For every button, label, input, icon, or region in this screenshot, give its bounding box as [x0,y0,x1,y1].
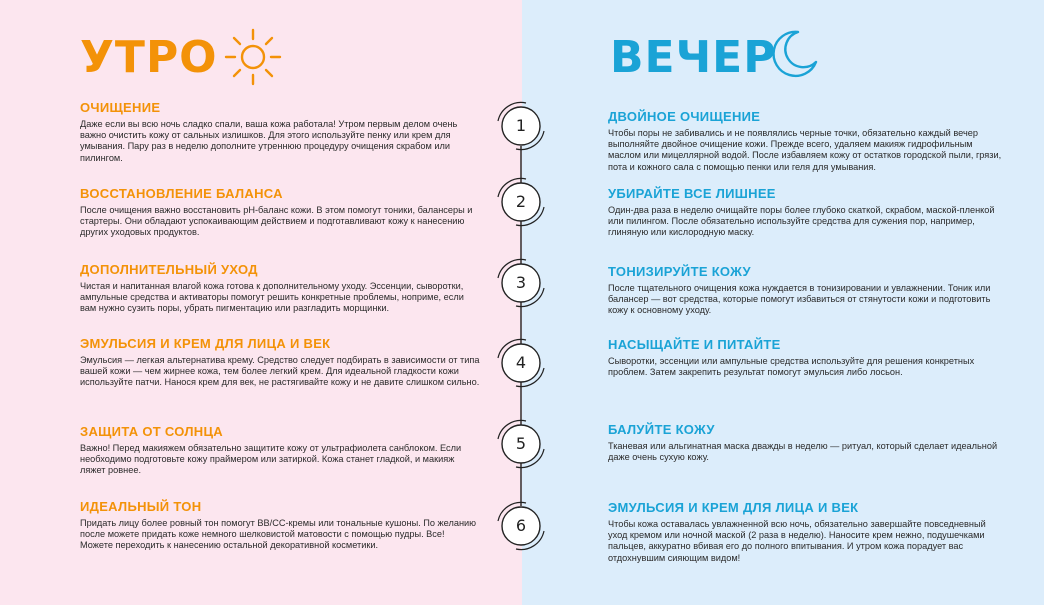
step-heading: БАЛУЙТЕ КОЖУ [608,422,715,437]
step-body: Один-два раза в неделю очищайте поры более глубоко скаткой, скрабом, маской-пленкой или пилингом. После обязательно используйте средства для сужения пор, например, глиняную или кислородную маску. [608,205,995,238]
step-number-5: 5 [515,434,527,453]
step-body: Эмульсия — легкая альтернатива крему. Средство следует подбирать в зависимости от типа вашей кожи — чем жирнее кожа, тем более легкий крем. Для идеальной гладкости кожи используйте патчи. Нанося крем для век, не растягивайте кожу и не давите слишком сильно. [80,355,480,388]
sun-icon [222,26,284,88]
step-heading: ЭМУЛЬСИЯ И КРЕМ ДЛЯ ЛИЦА И ВЕК [80,336,331,351]
evening-step-2 [608,186,1003,239]
step-number-6: 6 [515,516,527,535]
step-number-2: 2 [515,192,527,211]
step-heading: НАСЫЩАЙТЕ И ПИТАЙТЕ [608,337,781,352]
step-body: Сыворотки, эссенции или ампульные средства используйте для решения конкретных проблем. Затем закрепить результат помогут эмульсия либо лосьон. [608,356,975,378]
step-body: Тканевая или альгинатная маска дважды в неделю — ритуал, который сделает идеальной даже очень сухую кожу. [608,441,998,463]
step-number-4: 4 [515,353,527,372]
evening-step-6 [608,500,1003,564]
moon-icon [768,28,820,80]
step-heading: ДВОЙНОЕ ОЧИЩЕНИЕ [608,109,761,124]
step-heading: ОЧИЩЕНИЕ [80,100,161,115]
morning-step-5 [80,424,480,477]
step-body: Даже если вы всю ночь сладко спали, ваша кожа работала! Утром первым делом очень важно очистить кожу от сальных излишков. Для этого используйте пенку или крем для умывания. Пару раз в неделю дополните утреннюю процедуру очищения скрабом или пилингом. [80,119,458,163]
evening-step-4 [608,337,1003,378]
morning-step-2 [80,186,480,239]
evening-step-1 [608,109,1003,173]
step-body: После очищения важно восстановить pH-баланс кожи. В этом помогут тоники, балансеры и стартеры. Они обладают успокаивающим действием и подготавливают кожу к нанесению других уходовых продуктов. [80,205,473,238]
morning-step-1 [80,100,480,164]
step-heading: ТОНИЗИРУЙТЕ КОЖУ [608,264,751,279]
step-body: После тщательного очищения кожа нуждается в тонизировании и увлажнении. Тоник или балансер — вот средства, которые помогут избавиться от стянутости кожи и подготовить кожу к основному уходу. [608,283,991,316]
step-timeline [490,96,552,566]
step-number-3: 3 [515,273,527,292]
step-heading: ВОССТАНОВЛЕНИЕ БАЛАНСА [80,186,283,201]
evening-title: ВЕЧЕР [610,32,777,83]
step-heading: ДОПОЛНИТЕЛЬНЫЙ УХОД [80,262,258,277]
step-body: Придать лицу более ровный тон помогут BB/CC-кремы или тональные кушоны. По желанию после можете придать коже немного шелковистой матовости с помощью пудры. Все! Можете переходить к нанесению остальной декоративной косметики. [80,518,477,551]
step-number-1: 1 [515,116,527,135]
step-body: Важно! Перед макияжем обязательно защитите кожу от ультрафиолета санблоком. Если необходимо подготовьте кожу праймером или затиркой. Кожа станет гладкой, и макияж ляжет ровнее. [80,443,462,476]
morning-step-3 [80,262,480,315]
evening-step-5 [608,422,1003,463]
step-heading: УБИРАЙТЕ ВСЕ ЛИШНЕЕ [608,186,776,201]
step-heading: ЗАЩИТА ОТ СОЛНЦА [80,424,223,439]
step-body: Чтобы кожа оставалась увлажненной всю ночь, обязательно завершайте повседневный уход кремом или ночной маской (2 раза в неделю). Наносите крем нежно, подушечками пальцев, аккуратно вбивая его до полного впитывания. И утром кожа порадует вас отдохнувшим сияющим видом! [608,519,986,563]
step-heading: ИДЕАЛЬНЫЙ ТОН [80,499,202,514]
morning-step-4 [80,336,480,389]
timeline-graphic [490,96,552,566]
step-body: Чистая и напитанная влагой кожа готова к дополнительному уходу. Эссенции, сыворотки, ампульные средства и активаторы помогут решить конкретные проблемы, ноприме, если вам нужно сузить поры, убрать пигментацию или разгладить морщинки. [80,281,464,314]
morning-title: УТРО [80,32,218,83]
evening-step-3 [608,264,1003,317]
morning-step-6 [80,499,480,552]
step-heading: ЭМУЛЬСИЯ И КРЕМ ДЛЯ ЛИЦА И ВЕК [608,500,859,515]
step-body: Чтобы поры не забивались и не появлялись черные точки, обязательно каждый вечер выполняйте двойное очищение кожи. Прежде всего, удаляем макияж гидрофильным маслом или мицеллярной водой. После избавляем кожу от остатков городской пыли, грязи, пота и кожного сала с помощью пенки или геля для умывания. [608,128,1002,172]
